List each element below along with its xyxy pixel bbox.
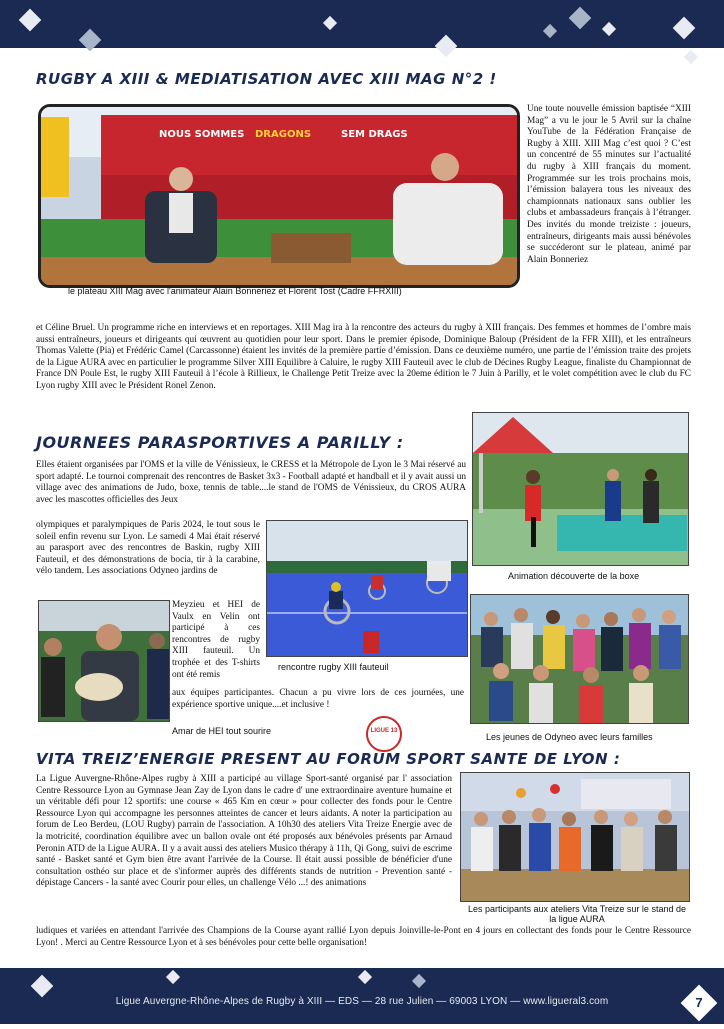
photo-boxe [472, 412, 689, 566]
body-text: ludiques et variées en attendant l'arrivée des Champions de la Course ayant rallié Lyon depuis Joinville-le-Pont en 4 jours en collectant des fonds pour le Centre Ressource Lyon! . Merci au Centre Ressource Lyon et à ses bénévoles pour cette belle organisation! [36, 926, 691, 948]
photo-caption: Amar de HEI tout sourire [172, 726, 272, 736]
diamond-icon [684, 50, 698, 64]
body-text: Elles étaient organisées par l'OMS et la ville de Vénissieux, le CRESS et la Métropole de Lyon le 3 Mai réservé au sport adapté. Le tournoi comprenait des rencontres de Basket 3x3 - Football adapté et handball et il y avait aussi un village avec des animations de Judo, boxe, tennis de table....le stand de l'OMS de Vénissieux, du CROS AURA avec les mascottes officielles des Jeux [36, 460, 466, 505]
body-text: La Ligue Auvergne-Rhône-Alpes rugby à XIII a participé au village Sport-santé organisé par l' association Centre Ressource Lyon au Gymnase Jean Zay de Lyon dans le cadre d' une extraordinaire aventure humaine et un véritable défi pour 12 sportifs: une course « 465 Km en cœur » pour collecter des fonds pour le Centre Ressource Lyon qui accompagne les personnes atteintes de cancer et leurs aidants. A noter la participation au forum de Leo Berdeu, (LOU Rugby) parrain de l'association. A 10h30 des ateliers Vita Treize Energie avec de la motricité, coordination équilibre avec un ballon ovale ont été proposés aux bénévoles présents par Arnaud Peronin ATD de la Ligue AURA. Il y a avait aussi des ateliers Musico thérapy à 11h, Qi Gong, suivi de escrime santé - Basket santé et Gym bien être avant l'arrivée de la Course. Il était aussi possible de bénéficier d'une consultation osthéo sur place et de s'informer auprès des différents stands de nutrition - Prevention santé - dépistage Cancers - la santé avec Courir pour elles, un challenge Vélo ...! des animations [36, 774, 452, 889]
body-text: et Céline Bruel. Un programme riche en interviews et en reportages. XIII Mag ira à la rencontre des acteurs du rugby à XIII français. Des femmes et hommes de l’ombre mais aussi entraîneurs, joueurs et dirigeants qui œuvrent au quotidien pour leur sport. Dans le premier épisode, Dominique Baloup (Président de la FFR XIII), et les entraîneurs Thomas Valette (Pia) et Frédéric Camel (Carcassonne) étaient les invités de la première partie d’émission. Dans ce deuxième numéro, une partie de l’émission traite des projets de la Ligue AURA avec en particulier le programme Silver XIII Equilibre à Caluire, le rugby XIII Fauteuil avec le club de Décines Rugby League, finaliste du Championnat de France DN Poule Est, le rugby XIII Fauteuil à l’école à Rillieux, le Challenge Petit Treize avec la 20eme édition le 7 Juin à Parilly, et le volet compétition avec le club du FC Lyon rugby XIII avec le Président Ronel Zenon. [36, 323, 691, 391]
diamond-icon [323, 16, 337, 30]
header-band [0, 0, 724, 48]
photo-caption: Animation découverte de la boxe [508, 571, 640, 581]
photo-odyneo [470, 594, 689, 724]
section-title-xiii-mag: RUGBY A XIII & MEDIATISATION AVEC XIII MAG N°2 ! [36, 70, 497, 88]
section-title-vita-treize: VITA TREIZ’ENERGIE PRESENT AU FORUM SPORT SANTE DE LYON : [36, 750, 621, 768]
photo-xiii-mag-set [38, 104, 520, 288]
diamond-icon [602, 22, 616, 36]
ligue-logo [366, 716, 402, 752]
page-number: 7 [695, 995, 703, 1010]
photo-vita-treize [460, 772, 690, 902]
photo-caption: Les participants aux ateliers Vita Treize sur le stand de la ligue AURA [468, 904, 686, 924]
photo-caption: rencontre rugby XIII fauteuil [278, 662, 389, 672]
sign-text: SEM DRAGS [341, 129, 408, 140]
sign-text: DRAGONS [255, 129, 312, 140]
photo-caption: Les jeunes de Odyneo avec leurs familles [486, 732, 653, 742]
section-title-parasportives: JOURNEES PARASPORTIVES A PARILLY : [36, 433, 404, 452]
diamond-icon [19, 9, 42, 32]
page-number-badge [681, 985, 718, 1022]
body-text: Meyzieu et HEI de Vaulx en Velin ont participé à ces rencontres de rugby XIII fauteuil. Un trophée et des T-shirts ont été remis [172, 600, 260, 680]
intro-text: Une toute nouvelle émission baptisée “XIII Mag” a vu le jour le 5 Avril sur la chaîne YouTube de la Fédération Française de Rugby à XIII. XIII Mag c’est quoi ? C’est un concentré de 55 minutes sur l’actualité du rugby à XIII français du moment. Programmée sur les trois prochains mois, l’émission balayera tous les niveaux des championnats nationaux sans oublier les clubs et ambassadeurs français à l’étranger. Des invités du monde treiziste : joueurs, entraîneurs, dirigeants mais aussi bénévoles se succéderont sur le plateau, animé par Alain Bonneriez [527, 104, 691, 265]
photo-rugby-fauteuil [266, 520, 468, 657]
logo-text: LIGUE 13 [370, 728, 398, 734]
photo-caption: le plateau XIII Mag avec l'animateur Alain Bonneriez et Florent Tost (Cadre FFRXIII) [68, 286, 402, 296]
diamond-icon [543, 24, 557, 38]
body-text: olympiques et paralympiques de Paris 2024, le tout sous le soleil enfin revenu sur Lyon. Le samedi 4 Mai était réservé au parasport avec des rencontres de Baskin, rugby XIII Fauteuil, et des démonstrations de bocia, tir à la carabine, vélo tandem. Les associations Odyneo jardins de [36, 520, 260, 577]
diamond-icon [435, 35, 458, 58]
body-text: aux équipes participantes. Chacun a pu vivre lors de ces journées, une expérience sportive unique....et inclusive ! [172, 688, 464, 710]
footer-address: Ligue Auvergne-Rhône-Alpes de Rugby à XIII — EDS — 28 rue Julien — 69003 LYON — www.ligueral3.com [115, 996, 609, 1007]
diamond-icon [673, 17, 696, 40]
photo-amar [38, 600, 170, 722]
diamond-icon [569, 7, 592, 30]
diamond-icon [79, 29, 102, 52]
sign-text: NOUS SOMMES [159, 129, 245, 140]
